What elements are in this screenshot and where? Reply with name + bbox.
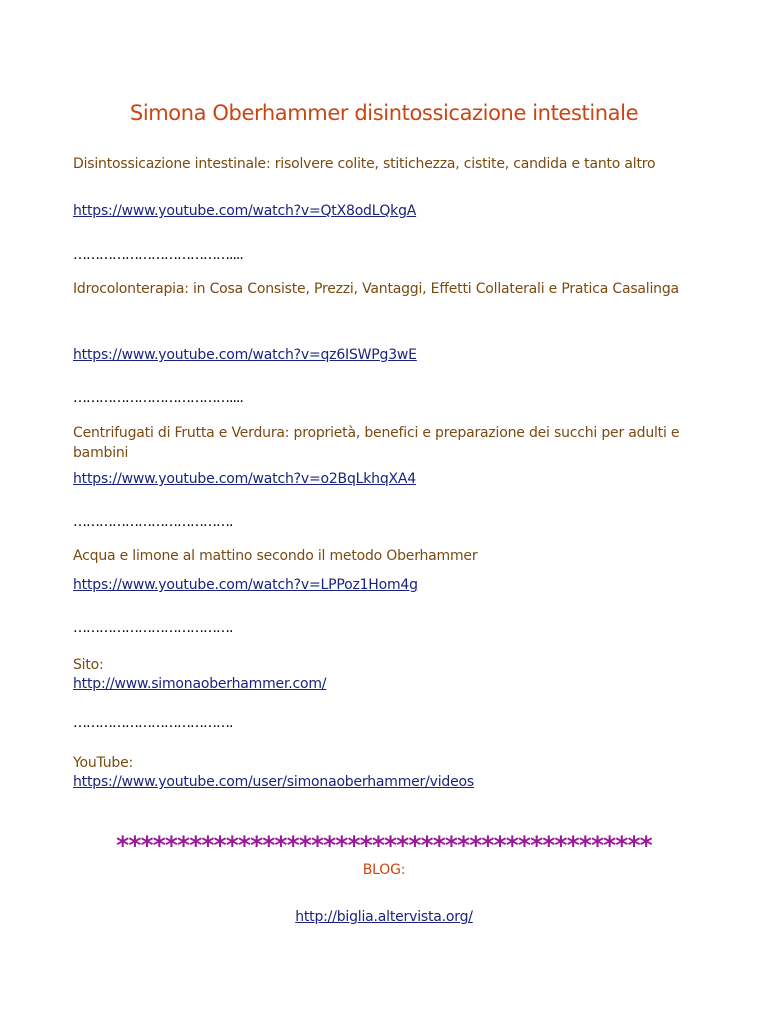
site-link[interactable]: http://www.simonaoberhammer.com/ (73, 676, 327, 692)
youtube-channel-link[interactable]: https://www.youtube.com/user/simonaoberhammer/videos (73, 774, 474, 790)
video-link[interactable]: https://www.youtube.com/watch?v=QtX8odLQkgA (73, 203, 417, 219)
section-heading: Centrifugati di Frutta e Verdura: proprietà, benefici e preparazione dei succhi per adulti e bambini (73, 425, 680, 461)
dotted-separator: ……………………………….... (73, 247, 243, 263)
blog-label: BLOG: (362, 862, 406, 878)
video-link[interactable]: https://www.youtube.com/watch?v=LPPoz1Hom4g (73, 577, 418, 593)
page-title: Simona Oberhammer disintossicazione intestinale (129, 101, 639, 125)
dotted-separator: ………………………………. (73, 620, 233, 636)
section-heading: Acqua e limone al mattino secondo il metodo Oberhammer (73, 548, 478, 564)
dotted-separator: ………………………………. (73, 715, 233, 731)
video-link[interactable]: https://www.youtube.com/watch?v=o2BqLkhqXA4 (73, 471, 416, 487)
star-separator: ******************************************** (116, 831, 652, 860)
blog-link[interactable]: http://biglia.altervista.org/ (295, 909, 473, 925)
dotted-separator: ……………………………….... (73, 390, 243, 406)
youtube-label: YouTube: (73, 755, 134, 771)
site-label: Sito: (73, 657, 104, 673)
dotted-separator: ………………………………. (73, 514, 233, 530)
section-heading: Idrocolonterapia: in Cosa Consiste, Prezzi, Vantaggi, Effetti Collaterali e Pratica Casalinga (73, 281, 679, 297)
section-heading: Disintossicazione intestinale: risolvere colite, stitichezza, cistite, candida e tanto altro (73, 156, 656, 172)
video-link[interactable]: https://www.youtube.com/watch?v=qz6ISWPg3wE (73, 347, 417, 363)
